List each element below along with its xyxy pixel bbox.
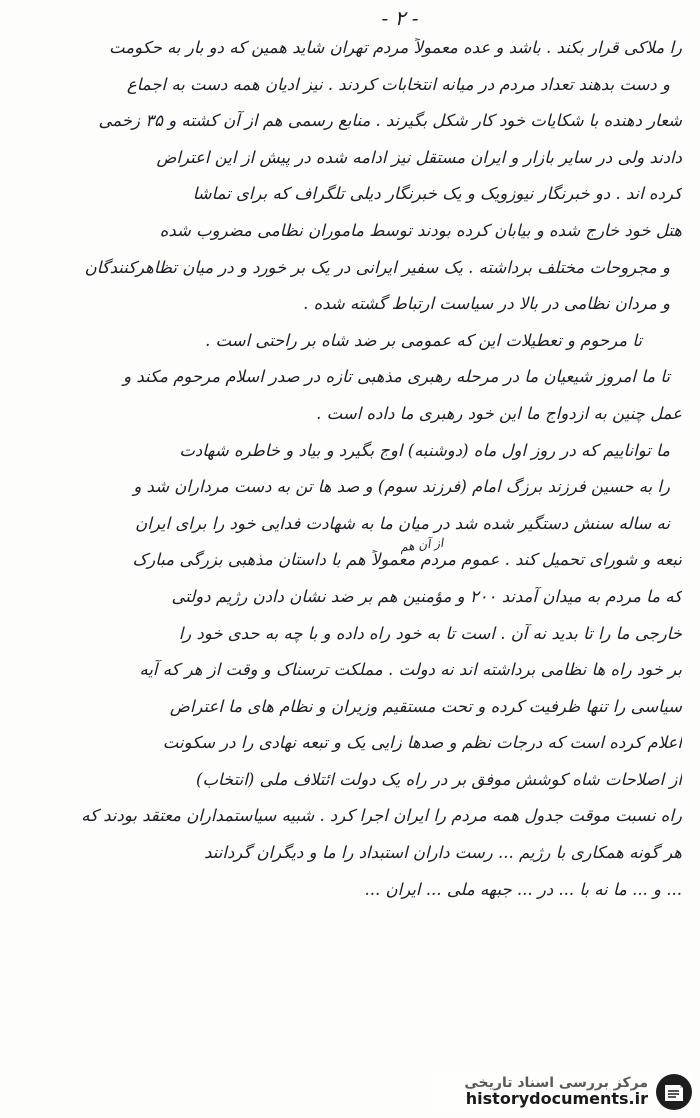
handwritten-text-body	[22, 38, 682, 916]
text-line: راه نسبت موقت جدول همه مردم را ایران اجرا کرد . شبیه سیاستمداران معتقد بودند که	[81, 806, 682, 826]
text-line: سیاسی را تنها ظرفیت کرده و تحت مستقیم وزیران و نظام های ما اعتراض	[169, 696, 682, 716]
text-line: ... و ... ما نه با ... در ... جبهه ملی ... ایران ...	[364, 879, 682, 899]
archive-logo-icon	[654, 1072, 694, 1112]
text-line: عمل چنین به ازدواج ما این خود رهبری ما داده است .	[316, 403, 682, 423]
archive-watermark	[432, 1070, 694, 1114]
text-line: هتل خود خارج شده و بیابان کرده بودند توسط ماموران نظامی مضروب شده	[159, 220, 682, 240]
watermark-text	[464, 1076, 648, 1107]
page-number: - ۲ -	[381, 6, 419, 30]
text-line: نه ساله سنش دستگیر شده شد در میان ما به شهادت فدایی خود را برای ایران	[135, 513, 670, 533]
text-line: کرده اند . دو خبرنگار نیوزویک و یک خبرنگار دیلی تلگراف که برای تماشا	[192, 184, 682, 204]
text-line: و دست بدهند تعداد مردم در میانه انتخابات کردند . نیز ادیان همه دست به اجماع	[126, 74, 670, 94]
text-line: خارجی ما را تا بدید نه آن . است تا به خود راه داده و با چه به حدی خود را	[178, 623, 682, 643]
text-line: دادند ولی در سایر بازار و ایران مستقل نیز ادامه شده در پیش از این اعتراض	[156, 147, 682, 167]
text-line: را به حسین فرزند برزگ امام (فرزند سوم) و صد ها تن به دست مرداران شد و	[133, 477, 670, 497]
text-line: از اصلاحات شاه کوشش موفق بر در راه یک دولت ائتلاف ملی (انتخاب)	[196, 769, 682, 789]
text-line: که ما مردم به میدان آمدند ۲۰۰ و مؤمنین هم بر ضد نشان دادن رژیم دولتی	[171, 586, 682, 606]
text-line: بر خود راه ها نظامی برداشته اند نه دولت . مملکت ترسناک و وقت از هر که آیه	[139, 660, 682, 680]
text-line: تا ما امروز شیعیان ما در مرحله رهبری مذهبی تازه در صدر اسلام مرحوم مکند و	[123, 367, 670, 387]
text-line: تا مرحوم و تعطیلات این که عمومی بر ضد شاه بر راحتی است .	[205, 330, 642, 350]
text-line: هر گونه همکاری با رژیم ... رست داران استبداد را ما و دیگران گردانند	[204, 843, 682, 863]
text-line: و مردان نظامی در بالا در سیاست ارتباط گشته شده .	[303, 294, 670, 314]
interlinear-insertion: از آن هم	[399, 535, 444, 555]
text-line: تبعه و شورای تحمیل کند . عموم مردم معمولاً هم با داستان مذهبی بزرگی مبارک	[132, 550, 682, 570]
watermark-url: historydocuments.ir	[465, 1088, 648, 1108]
text-line: و مجروحات مختلف برداشته . یک سفیر ایرانی در یک بر خورد و در میان تظاهرکنندگان	[84, 257, 670, 277]
text-line: ما تواناییم که در روز اول ماه (دوشنبه) اوج بگیرد و بیاد و خاطره شهادت	[179, 440, 670, 460]
text-line: اعلام کرده است که درجات نظم و صدها زایی یک و تبعه نهادی را در سکونت	[162, 733, 682, 753]
text-line: را ملاکی قرار بکند . باشد و عده معمولاً مردم تهران شاید همین که دو بار به حکومت	[109, 38, 682, 57]
text-line: شعار دهنده با شکایات خود کار شکل بگیرند . منابع رسمی هم از آن کشته و ۳۵ زخمی	[98, 111, 682, 131]
watermark-title: مرکز بررسی اسناد تاریخی	[464, 1075, 648, 1092]
